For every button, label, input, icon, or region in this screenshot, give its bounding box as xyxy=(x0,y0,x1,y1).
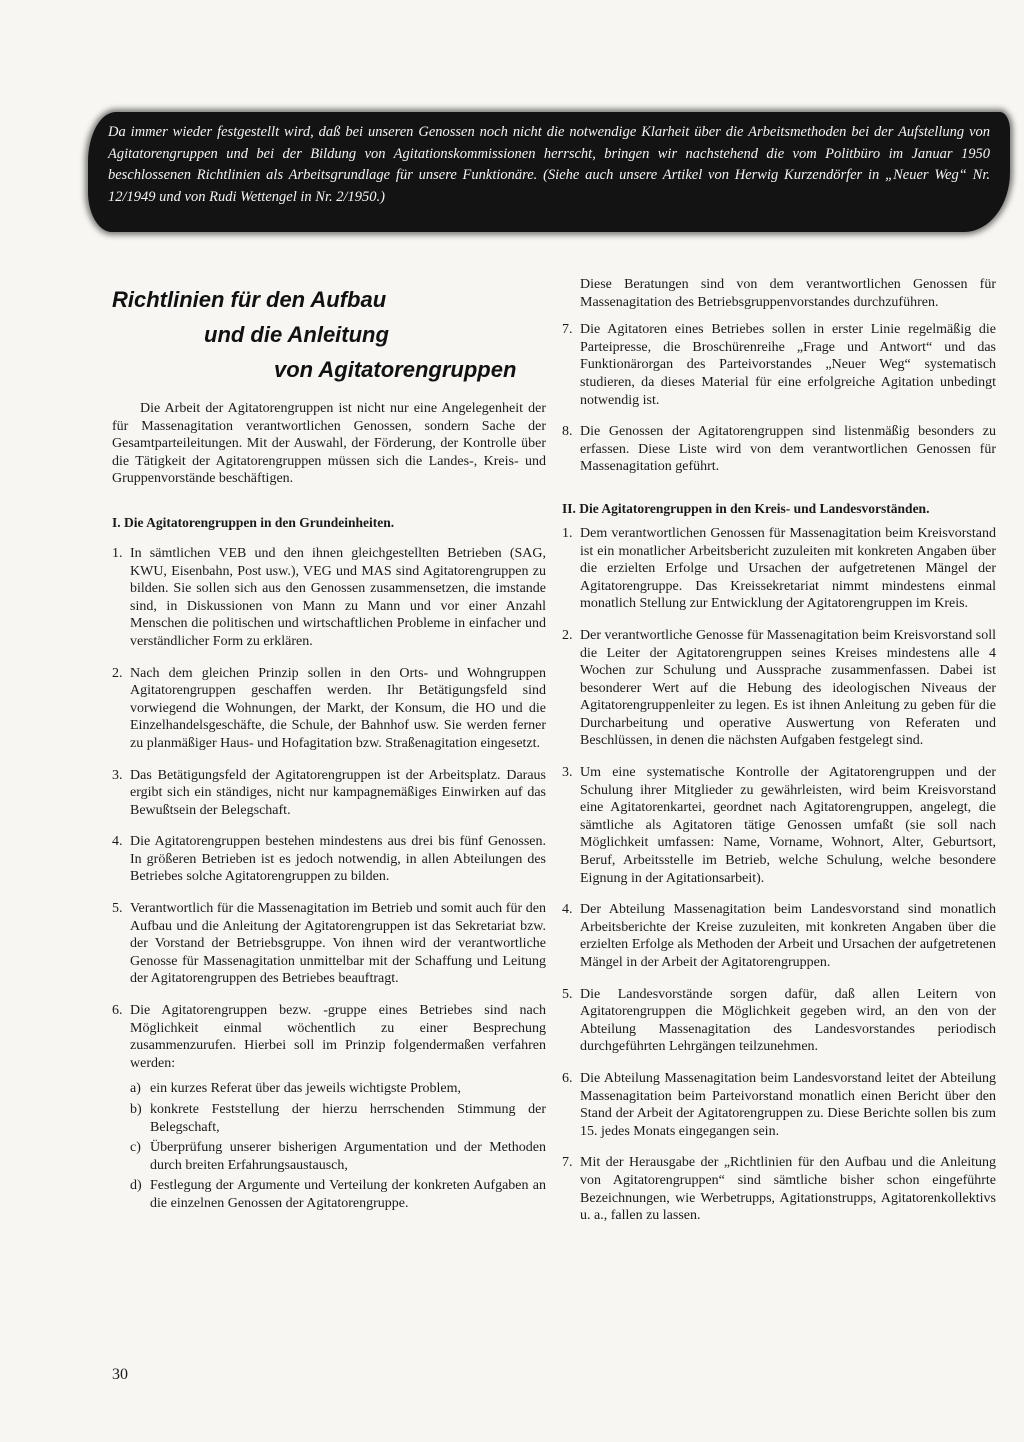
section-2-heading: II. Die Agitatorengruppen in den Kreis- und Landesvorständen. xyxy=(562,500,930,516)
left-column xyxy=(112,400,546,1230)
article-title xyxy=(112,282,542,387)
list-item: 3. Um eine systematische Kontrolle der Agitatorengruppen und der Schulung ihrer Mitglieder zu gewährleisten, wird beim Kreisvorstand eine Agitatorenkartei, geordnet nach Agitatorengruppen, angelegt, die sämtliche als Agitatoren tätige Genossen umfaßt (sie soll nach Möglichkeit umfassen: Name, Vorname, Wohnort, Alter, Geburtsort, Beruf, Arbeitsstelle im Betrieb, welche Schulung, welche besondere Eignung in der Agitationsarbeit). xyxy=(562,765,996,886)
section-1-heading: I. Die Agitatorengruppen in den Grundeinheiten. xyxy=(112,514,395,530)
sub-item: b) konkrete Feststellung der hierzu herrschenden Stimmung der Belegschaft, xyxy=(130,1102,546,1135)
sub-item: a) ein kurzes Referat über das jeweils wichtigste Problem, xyxy=(130,1081,462,1097)
page-number: 30 xyxy=(112,1366,128,1383)
list-item: 5. Verantwortlich für die Massenagitation im Betrieb und somit auch für den Aufbau und die Anleitung der Agitatorengruppen ist das Sekretariat bzw. der Vorstand der Betriebsgruppe. Von ihnen wird der verantwortliche Genosse für Massenagitation unmittelbar mit der Schaffung und Leitung der Agitatorengruppen des Betriebes beauftragt. xyxy=(112,901,546,987)
list-item: 6. Die Abteilung Massenagitation beim Landesvorstand leitet der Abteilung Massenagitation beim Parteivorstand monatlich einen Bericht über den Stand der Arbeit der Agitatorengruppen zu. Diese Berichte sollen bis zum 15. jedes Monats eingegangen sein. xyxy=(562,1070,996,1139)
intro-paragraph: Die Arbeit der Agitatorengruppen ist nicht nur eine Angelegenheit der für Massenagitation verantwortlichen Genossen, sondern Sache der Gesamtparteileitungen. Mit der Auswahl, der Förderung, der Kontrolle über die Tätigkeit der Agitatorengruppen müssen sich die Landes-, Kreis- und Gruppenvorstände beschäftigen. xyxy=(112,401,546,487)
list-item: 3. Das Betätigungsfeld der Agitatorengruppen ist der Arbeitsplatz. Daraus ergibt sich ein ständiges, nicht nur kampagnemäßiges Einwirken auf das Bewußtsein der Belegschaft. xyxy=(112,767,546,818)
list-item: 1. Dem verantwortlichen Genossen für Massenagitation beim Kreisvorstand ist ein monatlicher Arbeitsbericht zuzuleiten mit konkreten Angaben über die erzielten Erfolge und Ursachen der aufgetretenen Mängel der Agitatorengruppe. Das Kreissekretariat nimmt mindestens einmal monatlich Stellung zur Entwicklung der Agitatorengruppen im Kreis. xyxy=(562,525,996,612)
continuation-paragraph: Diese Beratungen sind von dem verantwortlichen Genossen für Massenagitation des Betriebsgruppenvorstandes durchzuführen. xyxy=(580,277,996,310)
list-item: 2. Der verantwortliche Genosse für Massenagitation beim Kreisvorstand soll die Leiter der Agitatorengruppen seines Kreises mindestens alle 4 Wochen zur Schulung und Aussprache zusammenfassen. Dabei ist besonderer Wert auf die Hebung des ideologischen Niveaus der Agitatorengruppenleiter zu legen. Es ist ihnen Anleitung zu geben für die Durcharbeitung und operative Auswertung von Referaten und Beschlüssen, in denen die nächsten Aufgaben festgelegt sind. xyxy=(562,627,996,749)
sub-list xyxy=(130,1080,546,1212)
sub-item: d) Festlegung der Argumente und Verteilung der konkreten Aufgaben an die einzelnen Genossen der Agitatorengruppe. xyxy=(130,1178,546,1211)
list-item: 5. Die Landesvorstände sorgen dafür, daß allen Leitern von Agitatorengruppen die Möglichkeit gegeben wird, an den von der Abteilung Massenagitation des Landesvorstandes periodisch durchgeführten Lehrgängen teilzunehmen. xyxy=(562,986,996,1055)
list-item: 6. Die Agitatorengruppen bezw. -gruppe eines Betriebes sind nach Möglichkeit einmal wöchentlich zu einer Besprechung zusammenzurufen. Hierbei soll im Prinzip folgendermaßen verfahren werden: a) ein kurzes Referat über das jeweils wichtigste Problem, b) konkrete Feststellung der hierzu herrschenden Stimmung der Belegschaft, c) Überprüfung unserer bisherigen Argumentation und der Methoden durch breiten Erfahrungsaustausch, d) Festlegung der Argumente und Verteilung der konkreten Aufgaben an die einzelnen Genossen der Agitatorengruppe. xyxy=(112,1003,546,1211)
title-line-2: und die Anleitung xyxy=(204,322,389,347)
list-item: 4. Der Abteilung Massenagitation beim Landesvorstand sind monatlich Arbeitsberichte der Kreise zuzuleiten, mit konkreten Angaben über die erzielten Erfolge als Methoden der Arbeit und Ursachen der aufgetretenen Mängel in der Arbeit der Agitatorengruppen. xyxy=(562,902,996,970)
list-item: 1. In sämtlichen VEB und den ihnen gleichgestellten Betrieben (SAG, KWU, Eisenbahn, Post usw.), VEG und MAS sind Agitatorengruppen zu bilden. Sie sollen sich aus den Genossen zusammensetzen, die imstande sind, in Diskussionen von Mann zu Mann und vor einer Anzahl Menschen die politischen und wirtschaftlichen Probleme in einfacher und verständlicher Form zu erklären. xyxy=(112,545,546,649)
title-line-1: Richtlinien für den Aufbau xyxy=(112,287,387,312)
list-item: 4. Die Agitatorengruppen bestehen mindestens aus drei bis fünf Genossen. In größeren Betrieben ist es jedoch notwendig, in allen Abteilungen des Betriebes solche Agitatorengruppen zu bilden. xyxy=(112,834,546,885)
list-item: 8. Die Genossen der Agitatorengruppen sind listenmäßig besonders zu erfassen. Diese Liste wird von dem verantwortlichen Genossen für Massenagitation geführt. xyxy=(562,424,996,475)
list-item: 7. Mit der Herausgabe der „Richtlinien für den Aufbau und die Anleitung von Agitatorengruppen“ sind sämtliche bisher schon eingeführte Bezeichnungen, wie Werbetrupps, Agitationstrupps, Agitatorenkollektivs u. a., fallen zu lassen. xyxy=(562,1155,996,1224)
sub-item: c) Überprüfung unserer bisherigen Argumentation und der Methoden durch breiten Erfahrungsaustausch, xyxy=(130,1140,546,1173)
banner-text: Da immer wieder festgestellt wird, daß bei unseren Genossen noch nicht die notwendige Klarheit über die Arbeitsmethoden bei der Aufstellung von Agitatorengruppen und bei der Bildung von Agitationskommissionen herrscht, bringen wir nachstehend die vom Politbüro im Januar 1950 beschlossenen Richtlinien als Arbeitsgrundlage für unsere Funktionäre. (Siehe auch unsere Artikel von Herwig Kurzendörfer in „Neuer Weg“ Nr. 12/1949 und von Rudi Wettengel in Nr. 2/1950.) xyxy=(108,124,990,205)
list-item: 7. Die Agitatoren eines Betriebes sollen in erster Linie regelmäßig die Parteipresse, die Broschürenreihe „Frage und Antwort“ und das Funktionärorgan des Parteivorstandes „Neuer Weg“ systematisch studieren, da dieses Material für eine erfolgreiche Agitation unbedingt notwendig ist. xyxy=(562,322,996,408)
list-item: 2. Nach dem gleichen Prinzip sollen in den Orts- und Wohngruppen Agitatorengruppen geschaffen werden. Ihr Betätigungsfeld sind vorwiegend die Wohnungen, der Markt, der Konsum, die HO und die Einzelhandelsgeschäfte, die Schule, der Bahnhof usw. Sie werden ferner zu planmäßiger Haus- und Hofagitation bzw. Straßenagitation eingesetzt. xyxy=(112,665,546,751)
right-column xyxy=(562,276,996,1239)
title-line-3: von Agitatorengruppen xyxy=(274,357,517,382)
